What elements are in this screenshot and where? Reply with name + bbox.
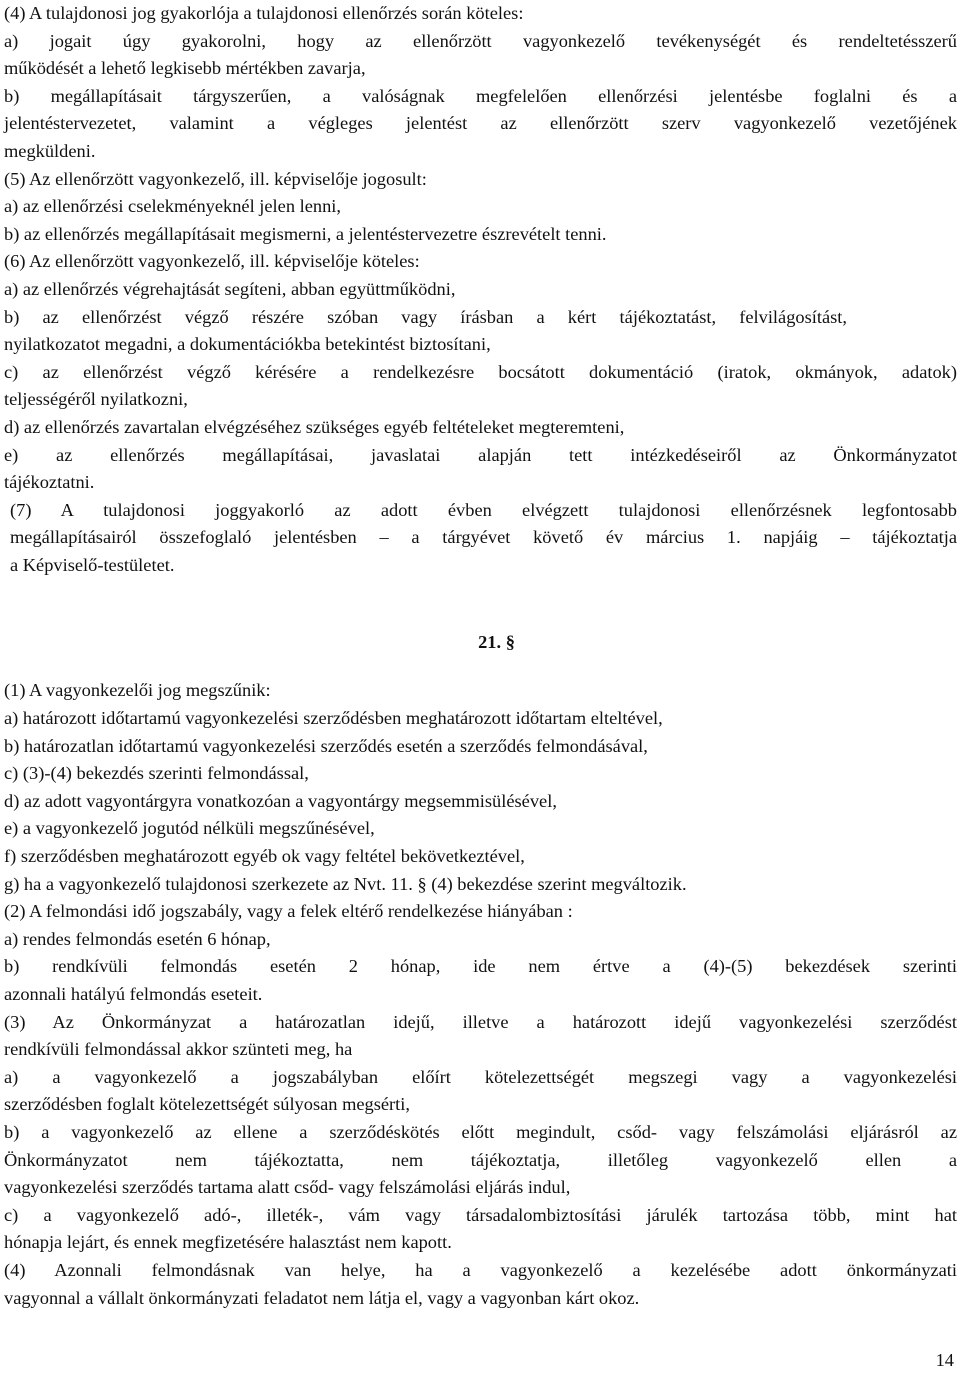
text-line: a) az ellenőrzési cselekményeknél jelen lenni,: [4, 196, 341, 217]
text-line: b) a vagyonkezelő az ellene a szerződéskötés előtt megindult, csőd- vagy felszámolási eljárásról az: [4, 1121, 957, 1142]
paragraph-6: [4, 248, 957, 496]
section-gap: [4, 657, 957, 677]
text-line: jelentéstervezetet, valamint a végleges jelentést az ellenőrzött szerv vagyonkezelő vezetőjének: [4, 113, 957, 134]
text-line: megküldeni.: [4, 140, 96, 161]
text-line: d) az ellenőrzés zavartalan elvégzéséhez szükséges egyéb feltételeket megteremteni,: [4, 416, 625, 437]
section-heading: 21. §: [478, 632, 515, 653]
text-line: vagyonkezelési szerződés tartama alatt csőd- vagy felszámolási eljárás indul,: [4, 1177, 571, 1198]
text-line: b) megállapításait tárgyszerűen, a valóságnak megfelelően ellenőrzési jelentésbe foglalni és a: [4, 85, 957, 106]
text-line: hónapja lejárt, és ennek megfizetésére halasztást nem kapott.: [4, 1232, 452, 1253]
text-line: szerződésben foglalt kötelezettségét súlyosan megsérti,: [4, 1094, 410, 1115]
text-line: rendkívüli felmondással akkor szünteti meg, ha: [4, 1039, 353, 1060]
text-line: a) az ellenőrzés végrehajtását segíteni, abban együttműködni,: [4, 278, 456, 299]
text-line: teljességéről nyilatkozni,: [4, 389, 188, 410]
text-line: b) rendkívüli felmondás esetén 2 hónap, ide nem értve a (4)-(5) bekezdések szerinti: [4, 956, 957, 977]
text-line: a) a vagyonkezelő a jogszabályban előírt kötelezettségét megszegi vagy a vagyonkezelési: [4, 1066, 957, 1087]
text-line: e) a vagyonkezelő jogutód nélküli megszűnésével,: [4, 818, 375, 839]
text-line: c) a vagyonkezelő adó-, illeték-, vám vagy társadalombiztosítási járulék tartozása több, mint hat: [4, 1204, 957, 1225]
text-line: Önkormányzatot nem tájékoztatta, nem tájékoztatja, illetőleg vagyonkezelő ellen a: [4, 1149, 957, 1170]
text-line: (1) A vagyonkezelői jog megszűnik:: [4, 680, 271, 701]
text-line: nyilatkozatot megadni, a dokumentációkba betekintést biztosítani,: [4, 334, 491, 355]
text-line: a Képviselő-testületet.: [10, 554, 175, 575]
paragraph-7: [4, 497, 957, 580]
text-line: e) az ellenőrzés megállapításai, javaslatai alapján tett intézkedéseiről az Önkormányzatot: [4, 444, 957, 465]
section21-paragraph-1: [4, 677, 957, 898]
text-line: vagyonnal a vállalt önkormányzati feladatot nem látja el, vagy a vagyonban kárt okoz.: [4, 1287, 640, 1308]
section21-paragraph-4: [4, 1257, 957, 1312]
text-line: megállapításairól összefoglaló jelentésben – a tárgyévet követő év március 1. napjáig – tájékoztatja: [10, 527, 957, 548]
text-line: azonnali hatályú felmondás eseteit.: [4, 984, 263, 1004]
text-line: (6) Az ellenőrzött vagyonkezelő, ill. képviselője köteles:: [4, 251, 420, 272]
text-line: tájékoztatni.: [4, 472, 95, 493]
text-line: a) rendes felmondás esetén 6 hónap,: [4, 928, 271, 949]
paragraph-5: [4, 166, 957, 249]
text-line: (4) A tulajdonosi jog gyakorlója a tulajdonosi ellenőrzés során köteles:: [4, 3, 524, 23]
text-line: (5) Az ellenőrzött vagyonkezelő, ill. képviselője jogosult:: [4, 168, 427, 189]
text-line: működését a lehető legkisebb mértékben zavarja,: [4, 58, 366, 79]
text-line: g) ha a vagyonkezelő tulajdonosi szerkezete az Nvt. 11. § (4) bekezdése szerint megváltozik.: [4, 873, 687, 894]
text-line: b) az ellenőrzés megállapításait megismerni, a jelentéstervezetre észrevételt tenni.: [4, 223, 607, 244]
text-line: (3) Az Önkormányzat a határozatlan idejű, illetve a határozott idejű vagyonkezelési szerződést: [4, 1011, 957, 1032]
text-line: a) határozott időtartamú vagyonkezelési szerződésben meghatározott időtartam elteltével,: [4, 708, 663, 729]
text-line: (4) Azonnali felmondásnak van helye, ha a vagyonkezelő a kezelésébe adott önkormányzati: [4, 1259, 957, 1280]
text-line: c) (3)-(4) bekezdés szerinti felmondással,: [4, 763, 309, 784]
text-line: b) határozatlan időtartamú vagyonkezelési szerződés esetén a szerződés felmondásával,: [4, 735, 648, 756]
paragraph-4: [4, 0, 957, 166]
page-number: 14: [935, 1350, 954, 1370]
text-line: (7) A tulajdonosi joggyakorló az adott évben elvégzett tulajdonosi ellenőrzésnek legfontosabb: [10, 499, 957, 520]
text-line: d) az adott vagyontárgyra vonatkozóan a vagyontárgy megsemmisülésével,: [4, 790, 557, 811]
document-page: [4, 0, 957, 1312]
section21-paragraph-3: [4, 1009, 957, 1257]
text-line: f) szerződésben meghatározott egyéb ok vagy feltétel bekövetkeztével,: [4, 846, 525, 867]
text-line: (2) A felmondási idő jogszabály, vagy a felek eltérő rendelkezése hiányában :: [4, 901, 573, 922]
text-line: c) az ellenőrzést végző kérésére a rendelkezésre bocsátott dokumentáció (iratok, okmányok, adatok): [4, 361, 957, 382]
section21-paragraph-2: [4, 898, 957, 1008]
section-gap: [4, 579, 957, 627]
text-line: a) jogait úgy gyakorolni, hogy az ellenőrzött vagyonkezelő tevékenységét és rendeltetésszerű: [4, 30, 957, 51]
text-line: b) az ellenőrzést végző részére szóban vagy írásban a kért tájékoztatást, felvilágosítást,: [4, 306, 847, 327]
